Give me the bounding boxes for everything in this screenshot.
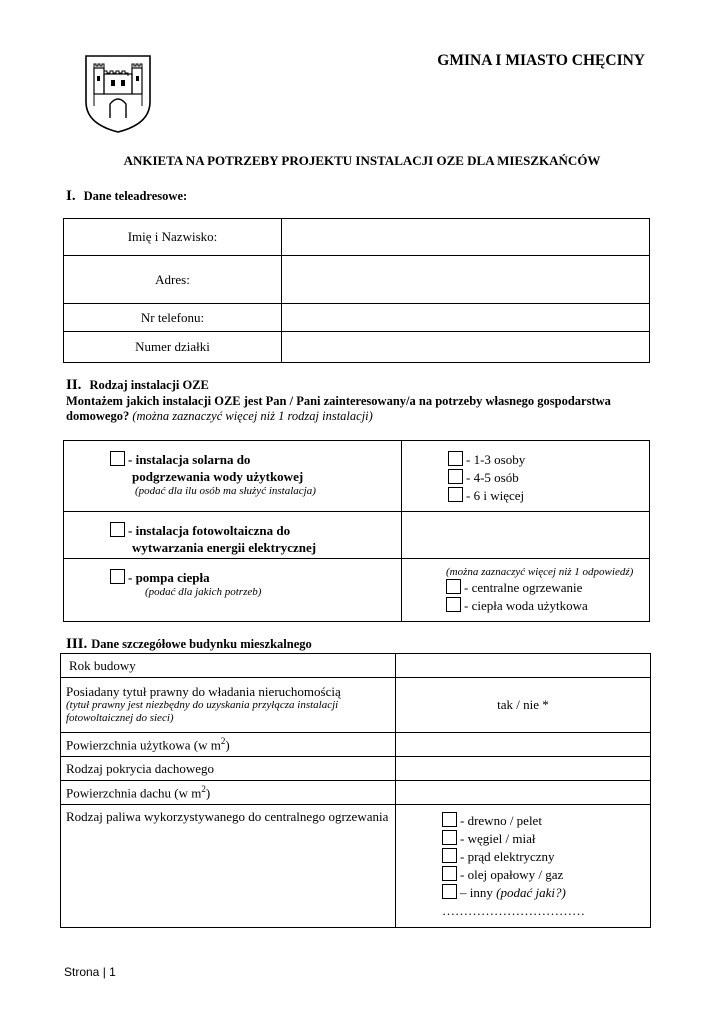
usable-area-label: Powierzchnia użytkowa (w $m^2$) xyxy=(61,733,396,757)
persons-1-3-checkbox[interactable] xyxy=(448,451,463,466)
coal-checkbox[interactable] xyxy=(442,830,457,845)
fuel-other-hint: (podać jaki?) xyxy=(496,885,566,900)
roof-type-field[interactable] xyxy=(396,757,651,781)
hot-water-checkbox[interactable] xyxy=(446,597,461,612)
purpose-option: - ciepła woda użytkowa xyxy=(464,598,588,613)
roof-area-field[interactable] xyxy=(396,781,651,805)
solar-label-2: podgrzewania wody użytkowej xyxy=(132,469,304,484)
year-field[interactable] xyxy=(396,654,651,678)
other-fuel-checkbox[interactable] xyxy=(442,884,457,899)
section1-heading xyxy=(66,188,187,205)
solar-persons-cell xyxy=(402,441,650,512)
section2-title: Rodzaj instalacji OZE xyxy=(89,378,209,392)
pv-label-2: wytwarzania energii elektrycznej xyxy=(132,540,317,555)
solar-cell xyxy=(64,441,402,512)
solar-label: - instalacja solarna do xyxy=(128,452,251,467)
section3-title: Dane szczegółowe budynku mieszkalnego xyxy=(91,637,312,651)
fuel-options-cell xyxy=(396,805,651,928)
phone-field[interactable] xyxy=(282,304,650,332)
section2-question xyxy=(66,394,666,424)
fuel-label: Rodzaj paliwa wykorzystywanego do centralnego ogrzewania xyxy=(61,805,396,928)
pv-checkbox[interactable] xyxy=(110,522,125,537)
fuel-option: - węgiel / miał xyxy=(460,831,536,846)
solar-note: (podać dla ilu osób ma służyć instalacja) xyxy=(135,485,316,497)
installation-table xyxy=(63,440,650,622)
coat-of-arms-icon xyxy=(82,52,154,134)
fuel-option: - drewno / pelet xyxy=(460,813,542,828)
organization-name: GMINA I MIASTO CHĘCINY xyxy=(437,52,645,69)
usable-area-field[interactable] xyxy=(396,733,651,757)
section3-heading xyxy=(66,636,312,653)
pv-cell xyxy=(64,512,402,559)
pv-label: - instalacja fotowoltaiczna do xyxy=(128,523,291,538)
purpose-option: - centralne ogrzewanie xyxy=(464,580,583,595)
fuel-other-input[interactable]: …………………………… xyxy=(442,903,585,918)
electricity-checkbox[interactable] xyxy=(442,848,457,863)
year-label: Rok budowy xyxy=(61,654,396,678)
section2-heading xyxy=(66,377,209,394)
roof-type-label: Rodzaj pokrycia dachowego xyxy=(61,757,396,781)
legal-title-label: Posiadany tytuł prawny do władania nieruchomością xyxy=(66,684,341,699)
pv-empty-cell xyxy=(402,512,650,559)
contact-table xyxy=(63,218,650,363)
plot-number-field[interactable] xyxy=(282,332,650,363)
heatpump-label: - pompa ciepła xyxy=(128,570,210,585)
central-heating-checkbox[interactable] xyxy=(446,579,461,594)
section3-number: III. xyxy=(66,636,88,652)
question-hint: (można zaznaczyć więcej niż 1 rodzaj instalacji) xyxy=(132,409,373,423)
wood-checkbox[interactable] xyxy=(442,812,457,827)
legal-title-note: (tytuł prawny jest niezbędny do uzyskania przyłącza instalacji fotowoltaicznej do sieci) xyxy=(66,699,339,724)
heatpump-purpose-cell xyxy=(402,559,650,622)
persons-option: - 6 i więcej xyxy=(466,488,525,503)
contact-label: Imię i Nazwisko: xyxy=(64,219,282,256)
persons-option: - 4-5 osób xyxy=(466,470,519,485)
heatpump-checkbox[interactable] xyxy=(110,569,125,584)
persons-6-plus-checkbox[interactable] xyxy=(448,487,463,502)
section1-title: Dane teleadresowe: xyxy=(83,189,188,203)
legal-title-field[interactable]: tak / nie * xyxy=(396,678,651,733)
fuel-option: - olej opałowy / gaz xyxy=(460,867,564,882)
fuel-option: - prąd elektryczny xyxy=(460,849,555,864)
contact-label: Nr telefonu: xyxy=(64,304,282,332)
section1-number: I. xyxy=(66,188,76,204)
question-text: Montażem jakich instalacji OZE jest Pan / Pani zainteresowany/a na potrzeby własnego gospodarstwa domowego? xyxy=(66,394,611,423)
page-number: Strona | 1 xyxy=(64,965,116,979)
persons-option: - 1-3 osoby xyxy=(466,452,526,467)
address-field[interactable] xyxy=(282,256,650,304)
heatpump-options-note: (można zaznaczyć więcej niż 1 odpowiedź) xyxy=(446,566,634,578)
page-title: ANKIETA NA POTRZEBY PROJEKTU INSTALACJI OZE DLA MIESZKAŃCÓW xyxy=(123,153,601,168)
section2-number: II. xyxy=(66,377,82,393)
solar-checkbox[interactable] xyxy=(110,451,125,466)
roof-area-label: Powierzchnia dachu (w $m^2$) xyxy=(61,781,396,805)
heatpump-note: (podać dla jakich potrzeb) xyxy=(145,586,262,598)
oil-gas-checkbox[interactable] xyxy=(442,866,457,881)
name-field[interactable] xyxy=(282,219,650,256)
fuel-option-other: – inny xyxy=(460,885,493,900)
contact-label: Numer działki xyxy=(64,332,282,363)
legal-title-cell xyxy=(61,678,396,733)
building-table xyxy=(60,653,651,928)
persons-4-5-checkbox[interactable] xyxy=(448,469,463,484)
contact-label: Adres: xyxy=(64,256,282,304)
heatpump-cell xyxy=(64,559,402,622)
